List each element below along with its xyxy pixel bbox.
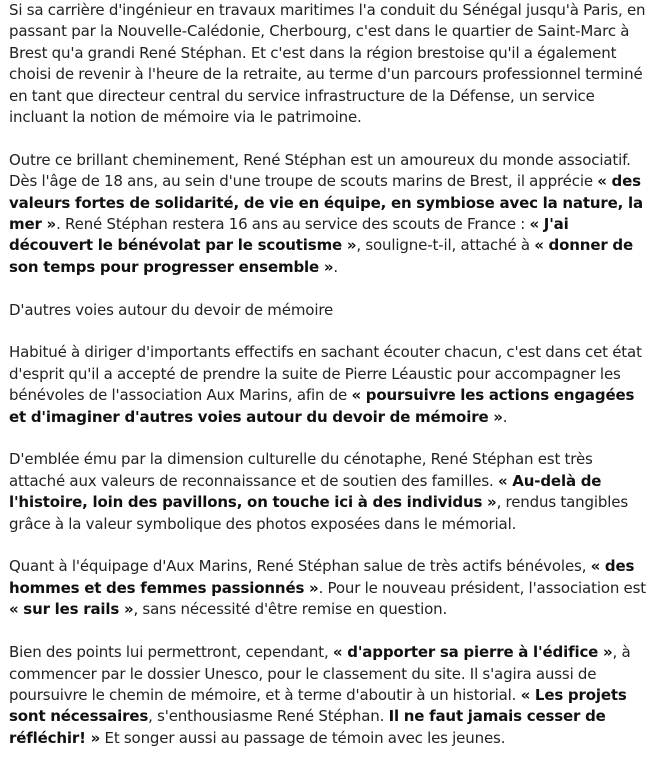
quote-pursue-actions: « poursuivre les actions engagées et d'imaginer d'autres voies autour du devoir de mémoire » [9, 386, 635, 426]
article-body [9, 0, 649, 771]
text-segment: Quant à l'équipage d'Aux Marins, René Stéphan salue de très actifs bénévoles, [9, 557, 591, 576]
quote-stone: « d'apporter sa pierre à l'édifice » [332, 643, 613, 662]
quote-individuals: « Au-delà de l'histoire, loin des pavillons, on touche ici à des individus » [9, 471, 602, 512]
text-segment: Et songer aussi au passage de témoin avec les jeunes. [100, 728, 506, 747]
quote-passionate: « des hommes et des femmes passionnés » [9, 557, 635, 597]
text-segment: . René Stéphan restera 16 ans au service des scouts de France : [56, 215, 530, 234]
paragraph-projects [9, 642, 649, 749]
text-segment: , rendus tangibles grâce à la valeur symbolique des photos exposées dans le mémorial. [9, 493, 629, 533]
paragraph-succession [9, 342, 649, 428]
quote-on-rails: « sur les rails » [9, 600, 134, 619]
text-segment: , sans nécessité d'être remise en question. [133, 600, 448, 619]
text-segment: Outre ce brillant cheminement, René Stéphan est un amoureux du monde associatif. Dès l'âge de 18 ans, au sein d'une troupe de scouts marins de Brest, il apprécie [9, 150, 631, 191]
quote-giving-time: « donner de son temps pour progresser ensemble » [9, 236, 633, 276]
text-segment: Bien des points lui permettront, cependant, [9, 643, 333, 662]
text-segment: , souligne-t-il, attaché à [356, 236, 535, 255]
quote-values: « des valeurs fortes de solidarité, de vie en équipe, en symbiose avec la nature, la mer » [9, 172, 643, 234]
quote-never-stop: Il ne faut jamais cesser de réfléchir! » [9, 707, 606, 747]
paragraph-career-text: Si sa carrière d'ingénieur en travaux maritimes l'a conduit du Sénégal jusqu'à Paris, en passant par la Nouvelle-Calédonie, Cherbourg, c'est dans le quartier de Saint-Marc à Brest qu'a grandi René Stéphan. Et c'est dans la région brestoise qu'il a également choisi de revenir à l'heure de la retraite, au terme d'un parcours professionnel terminé en tant que directeur central du service infrastructure de la Défense, un service incluant la notion de mémoire via le patrimoine. [9, 1, 646, 127]
paragraph-crew [9, 556, 649, 620]
paragraph-cenotaph [9, 449, 649, 535]
text-segment: , à commencer par le dossier Unesco, pour le classement du site. Il s'agira aussi de poursuivre le chemin de mémoire, et à terme d'aboutir à un historial. [9, 643, 631, 704]
text-segment: Habitué à diriger d'importants effectifs en sachant écouter chacun, c'est dans cet état d'esprit qu'il a accepté de prendre la suite de Pierre Léaustic pour accompagner les bénévoles de l'association Aux Marins, afin de [9, 343, 642, 405]
text-segment: . [502, 407, 508, 426]
text-segment: . Pour le nouveau président, l'association est [318, 578, 647, 597]
quote-volunteering: « J'ai découvert le bénévolat par le scoutisme » [9, 215, 569, 255]
text-segment: . [333, 257, 339, 276]
subheading: D'autres voies autour du devoir de mémoire [9, 300, 334, 319]
text-segment: D'emblée ému par la dimension culturelle du cénotaphe, René Stéphan est très attaché aux valeurs de reconnaissance et de soutien des familles. [9, 450, 593, 490]
paragraph-career [9, 0, 649, 128]
quote-projects: « Les projets sont nécessaires [9, 685, 627, 726]
text-segment: , s'enthousiasme René Stéphan. [148, 707, 389, 726]
paragraph-scouting [9, 150, 649, 278]
